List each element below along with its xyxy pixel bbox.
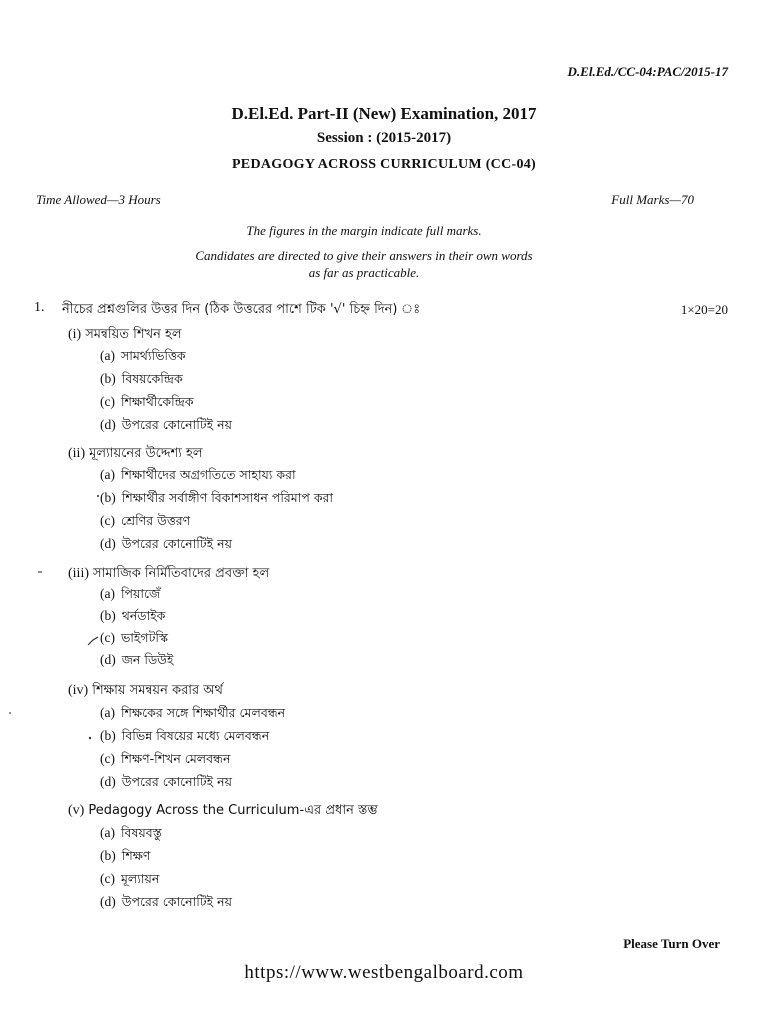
option-number: (b) xyxy=(100,608,116,623)
option-text: ভাইগটস্কি xyxy=(120,630,169,645)
option-text: শিক্ষকের সঙ্গে শিক্ষার্থীর মেলবন্ধন xyxy=(120,705,286,720)
instruction-own-words: Candidates are directed to give their answers in their own words xyxy=(195,248,533,263)
option-number: (c) xyxy=(100,871,115,886)
option-number: (b) xyxy=(100,490,116,505)
sub-question xyxy=(68,444,203,465)
stray-dot-mark xyxy=(9,712,11,714)
option xyxy=(100,348,186,368)
option xyxy=(100,774,232,794)
option-text: উপরের কোনোটিই নয় xyxy=(121,894,232,909)
option-number: (a) xyxy=(100,467,115,482)
option xyxy=(100,467,296,487)
option xyxy=(100,728,269,748)
option xyxy=(100,652,173,672)
instruction-marks: The figures in the margin indicate full marks. xyxy=(246,223,482,238)
question-marks: 1×20=20 xyxy=(680,302,728,317)
option xyxy=(100,825,162,845)
option-text: মূল্যায়ন xyxy=(120,871,160,886)
option xyxy=(100,586,160,606)
sub-question xyxy=(68,325,182,346)
option xyxy=(100,394,194,414)
full-marks: Full Marks—70 xyxy=(611,192,694,207)
option-text: উপরের কোনোটিই নয় xyxy=(121,774,232,789)
sub-question xyxy=(68,564,269,585)
option-number: (c) xyxy=(100,513,115,528)
option xyxy=(100,608,165,628)
option-number: (c) xyxy=(100,751,115,766)
option-number: (c) xyxy=(100,630,115,645)
option xyxy=(100,848,150,868)
sub-question-text: মূল্যায়নের উদ্দেশ্য হল xyxy=(89,446,203,461)
instruction-practicable: as far as practicable. xyxy=(308,265,420,280)
sub-question-number: (ii) xyxy=(68,446,86,461)
option xyxy=(100,371,183,391)
option-text: শিক্ষণ-শিখন মেলবন্ধন xyxy=(120,751,231,766)
stray-dot-mark xyxy=(97,495,99,497)
sub-question xyxy=(68,681,223,702)
please-turn-over: Please Turn Over xyxy=(623,936,720,951)
option-number: (a) xyxy=(100,825,115,840)
option-text: বিষয়বস্তু xyxy=(120,825,162,840)
paper-code: D.El.Ed./CC-04:PAC/2015-17 xyxy=(567,64,728,79)
paper-name: PEDAGOGY ACROSS CURRICULUM (CC-04) xyxy=(231,157,537,172)
option-text: শিক্ষণ xyxy=(121,848,151,863)
option-number: (a) xyxy=(100,348,115,363)
option-text: বিষয়কেন্দ্রিক xyxy=(121,371,183,386)
option-text: শিক্ষার্থীকেন্দ্রিক xyxy=(120,394,194,409)
option-text: বিভিন্ন বিষয়ের মধ্যে মেলবন্ধন xyxy=(121,728,270,743)
option-number: (a) xyxy=(100,705,115,720)
question-number: 1. xyxy=(34,300,45,315)
option xyxy=(100,536,232,556)
option-number: (d) xyxy=(100,652,116,667)
website-url[interactable]: https://www.westbengalboard.com xyxy=(244,962,524,983)
sub-question-text: সামাজিক নির্মিতিবাদের প্রবক্তা হল xyxy=(93,566,270,581)
option xyxy=(100,490,333,510)
option-text: উপরের কোনোটিই নয় xyxy=(121,536,232,551)
option xyxy=(100,630,168,650)
option-text: উপরের কোনোটিই নয় xyxy=(121,417,232,432)
option-number: (d) xyxy=(100,774,116,789)
option xyxy=(100,894,232,914)
option-number: (c) xyxy=(100,394,115,409)
option-number: (b) xyxy=(100,371,116,386)
sub-question-text: শিক্ষায় সমন্বয়ন করার অর্থ xyxy=(92,683,223,698)
option-number: (b) xyxy=(100,728,116,743)
option-text: শিক্ষার্থীদের অগ্রগতিতে সাহায্য করা xyxy=(120,467,296,482)
option-text: জন ডিউই xyxy=(121,652,174,667)
sub-question-text: Pedagogy Across the Curriculum-এর প্রধান স্তম্ভ xyxy=(88,803,378,818)
sub-question-number: (v) xyxy=(68,803,85,818)
exam-title: D.El.Ed. Part-II (New) Examination, 2017 xyxy=(231,104,537,123)
option-text: সামর্থ্যভিত্তিক xyxy=(120,348,186,363)
session-line: Session : (2015-2017) xyxy=(316,130,452,146)
option-text: শ্রেণির উত্তরণ xyxy=(120,513,191,528)
option-number: (a) xyxy=(100,586,115,601)
option-number: (d) xyxy=(100,894,116,909)
option xyxy=(100,871,159,891)
tick-mark xyxy=(88,637,98,645)
option-text: শিক্ষার্থীর সর্বাঙ্গীণ বিকাশসাধন পরিমাপ করা xyxy=(121,490,334,505)
question-text: নীচের প্রশ্নগুলির উত্তর দিন (ঠিক উত্তরের পাশে টিক '√' চিহ্ন দিন) ঃ xyxy=(62,302,421,317)
option xyxy=(100,513,190,533)
option xyxy=(100,417,232,437)
sub-question-text: সমন্বয়িত শিখন হল xyxy=(85,327,182,342)
sub-question xyxy=(68,801,378,822)
option-text: থর্নডাইক xyxy=(121,608,166,623)
option xyxy=(100,751,230,771)
option xyxy=(100,705,285,725)
option-number: (b) xyxy=(100,848,116,863)
sub-question-number: (iv) xyxy=(68,683,89,698)
option-number: (d) xyxy=(100,417,116,432)
stray-dot-mark xyxy=(89,737,91,739)
option-text: পিয়াজেঁ xyxy=(120,586,161,601)
option-number: (d) xyxy=(100,536,116,551)
time-allowed: Time Allowed—3 Hours xyxy=(36,192,161,207)
sub-question-number: (iii) xyxy=(68,566,89,581)
sub-question-number: (i) xyxy=(68,327,82,342)
